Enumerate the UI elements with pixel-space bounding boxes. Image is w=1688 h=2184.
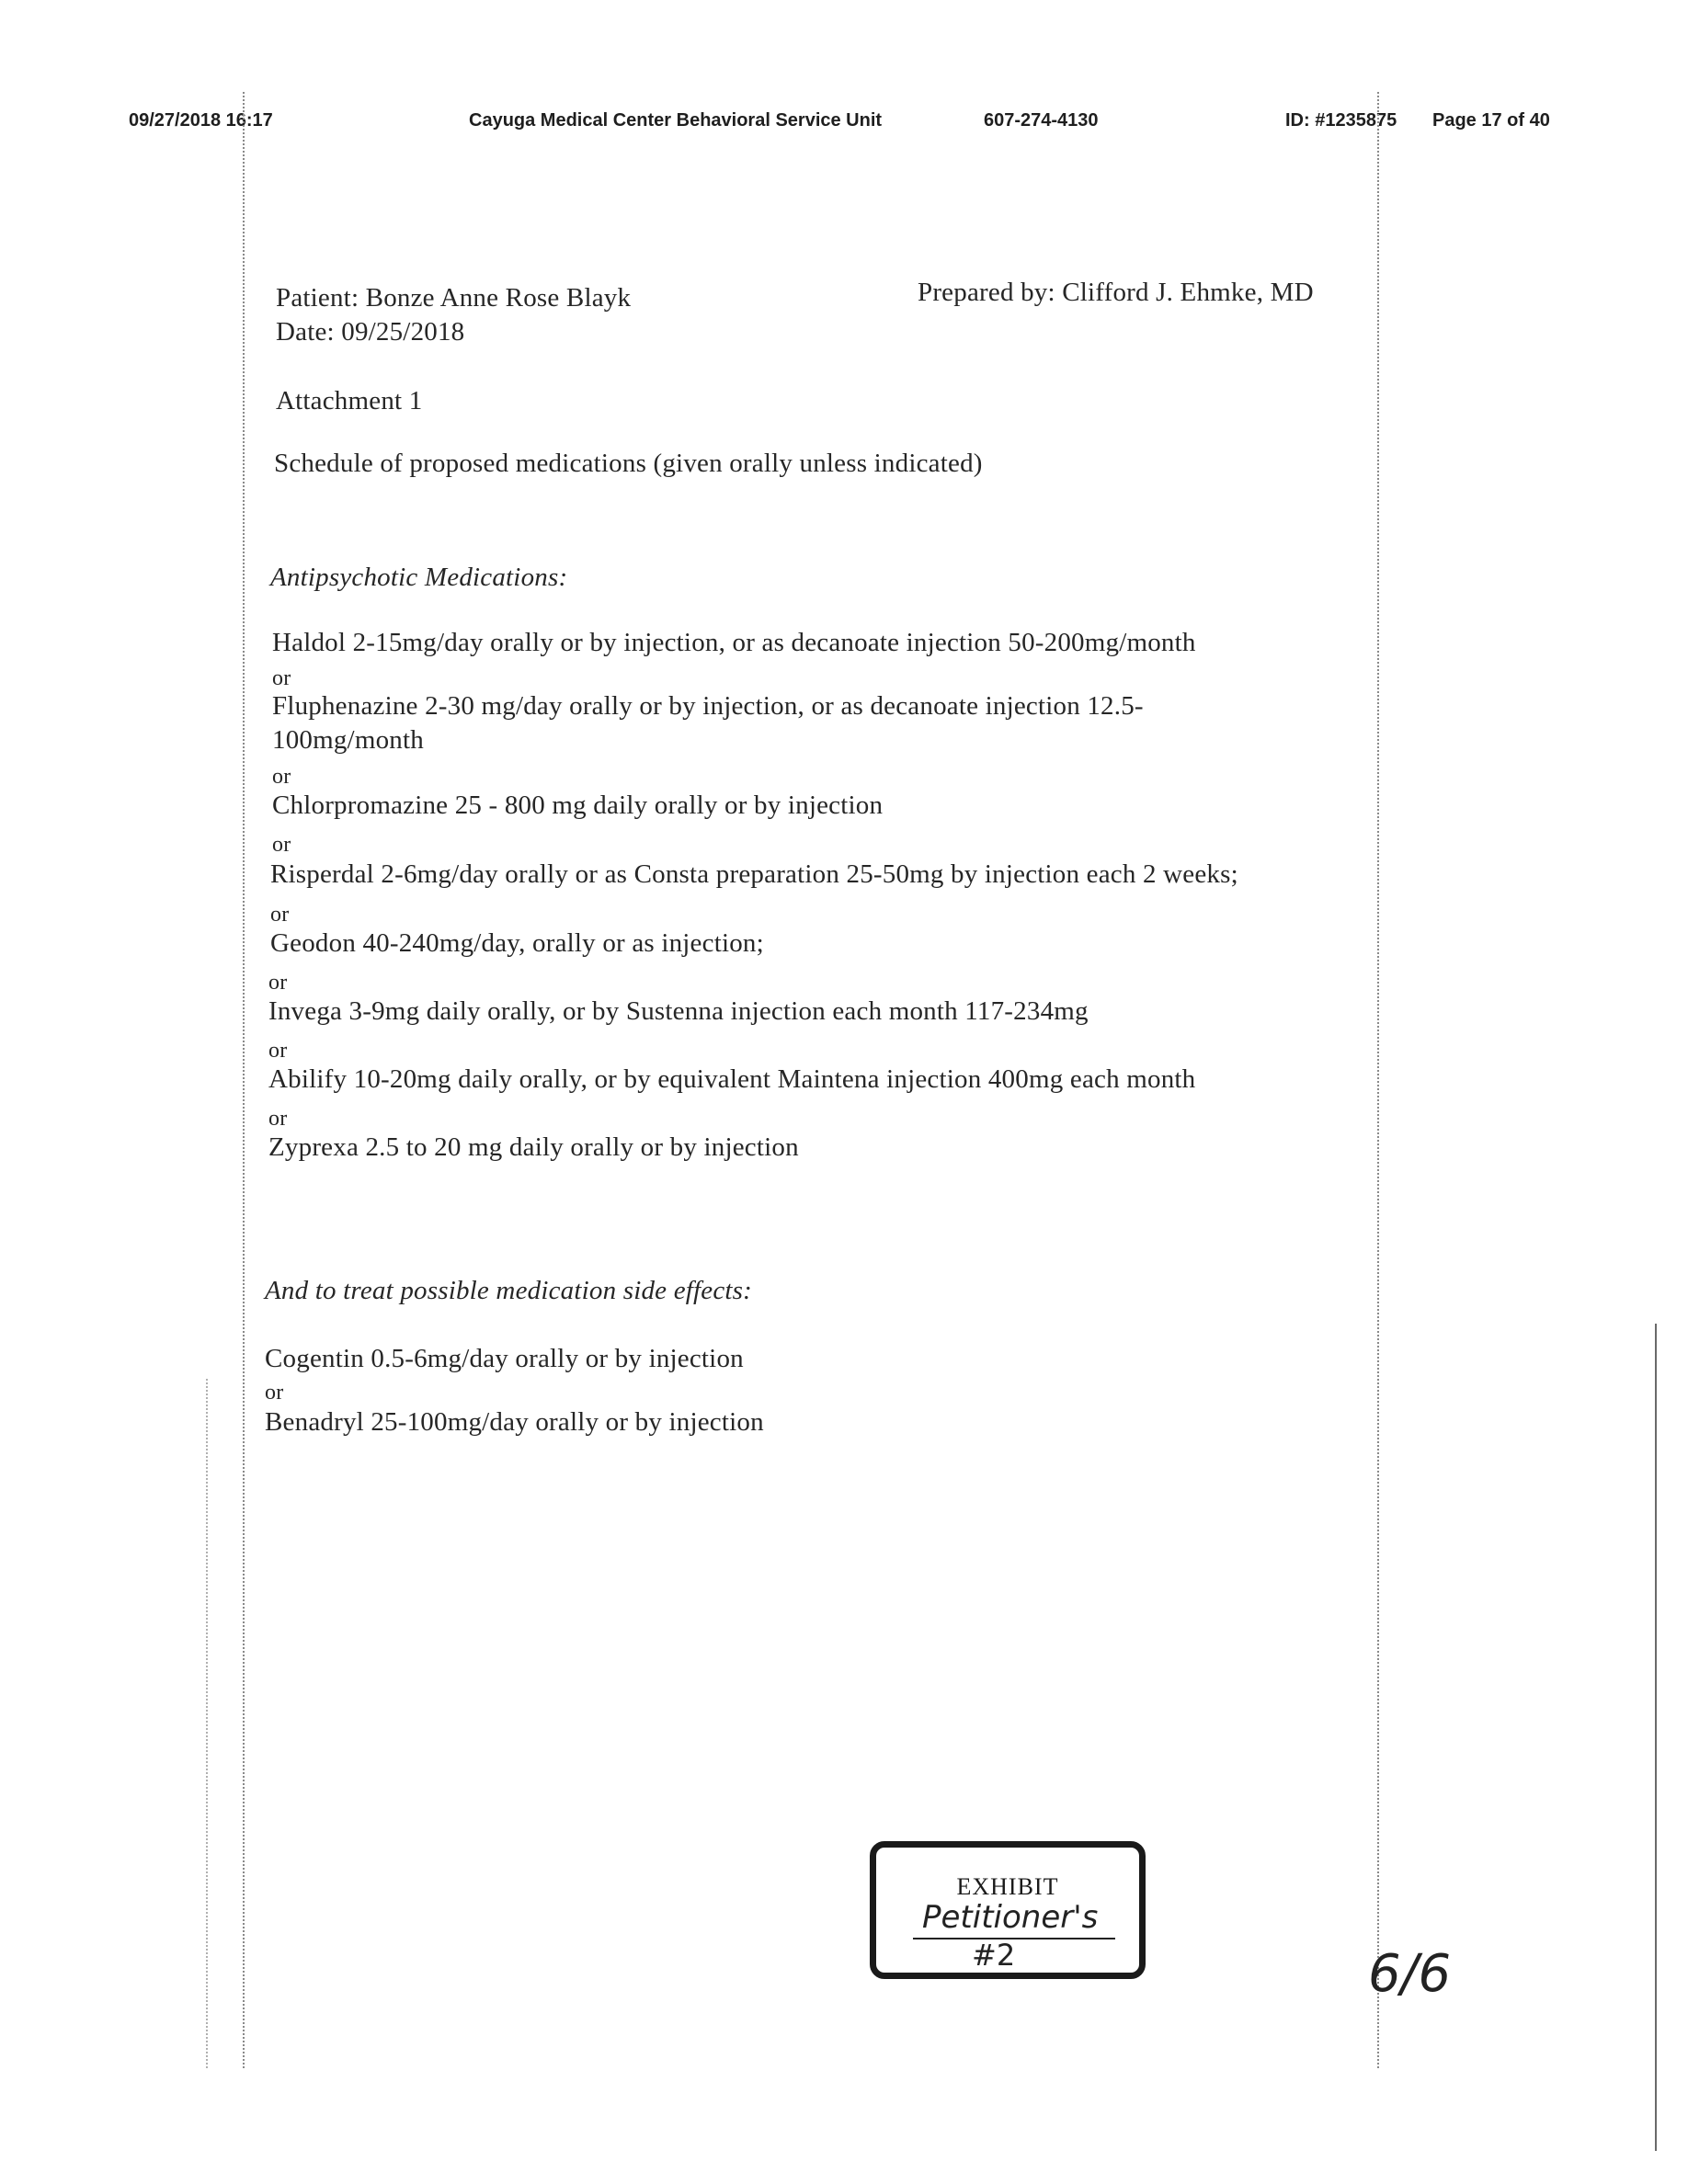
scan-edge-right <box>1655 1324 1657 2151</box>
or-separator: or <box>268 1039 288 1063</box>
side-effects-heading: And to treat possible medication side effects: <box>265 1276 753 1305</box>
or-separator: or <box>272 666 291 690</box>
exhibit-title: EXHIBIT <box>956 1873 1059 1900</box>
or-separator: or <box>268 1107 288 1131</box>
medication-zyprexa: Zyprexa 2.5 to 20 mg daily orally or by injection <box>268 1132 799 1162</box>
scan-line-left <box>243 92 245 2068</box>
fax-id: ID: #1235875 <box>1285 110 1397 131</box>
document-date: Date: 09/25/2018 <box>276 317 465 347</box>
scan-line-right <box>1377 92 1379 2068</box>
exhibit-party: Petitioner's <box>922 1899 1099 1936</box>
medication-geodon: Geodon 40-240mg/day, orally or as injection; <box>270 928 764 958</box>
or-separator: or <box>265 1381 284 1405</box>
or-separator: or <box>270 903 290 927</box>
medication-cogentin: Cogentin 0.5-6mg/day orally or by injection <box>265 1344 744 1373</box>
handwritten-page-mark: 6/6 <box>1368 1944 1452 2004</box>
antipsychotic-heading: Antipsychotic Medications: <box>270 563 568 592</box>
medication-invega: Invega 3-9mg daily orally, or by Sustenna injection each month 117-234mg <box>268 996 1089 1026</box>
scan-line-far-left <box>206 1379 208 2068</box>
fax-datetime: 09/27/2018 16:17 <box>129 110 273 131</box>
medication-fluphenazine: Fluphenazine 2-30 mg/day orally or by injection, or as decanoate injection 12.5- <box>272 691 1144 721</box>
or-separator: or <box>268 971 288 995</box>
medication-abilify: Abilify 10-20mg daily orally, or by equivalent Maintena injection 400mg each month <box>268 1064 1196 1094</box>
or-separator: or <box>272 765 291 789</box>
prepared-by: Prepared by: Clifford J. Ehmke, MD <box>918 278 1314 307</box>
patient-name: Patient: Bonze Anne Rose Blayk <box>276 283 632 313</box>
or-separator: or <box>272 833 291 857</box>
fax-phone: 607-274-4130 <box>984 110 1099 131</box>
medication-benadryl: Benadryl 25-100mg/day orally or by injection <box>265 1407 764 1437</box>
medication-risperdal: Risperdal 2-6mg/day orally or as Consta preparation 25-50mg by injection each 2 weeks; <box>270 859 1238 889</box>
fax-sender: Cayuga Medical Center Behavioral Service Unit <box>469 110 883 131</box>
medication-fluphenazine-cont: 100mg/month <box>272 725 424 755</box>
medication-haldol: Haldol 2-15mg/day orally or by injection, or as decanoate injection 50-200mg/month <box>272 628 1196 657</box>
fax-page-number: Page 17 of 40 <box>1432 110 1550 131</box>
attachment-label: Attachment 1 <box>276 386 423 415</box>
exhibit-sticker <box>870 1841 1146 1979</box>
fax-header <box>0 110 1688 138</box>
schedule-title: Schedule of proposed medications (given orally unless indicated) <box>274 449 983 478</box>
medication-chlorpromazine: Chlorpromazine 25 - 800 mg daily orally or by injection <box>272 791 884 820</box>
exhibit-number: #2 <box>972 1938 1016 1973</box>
